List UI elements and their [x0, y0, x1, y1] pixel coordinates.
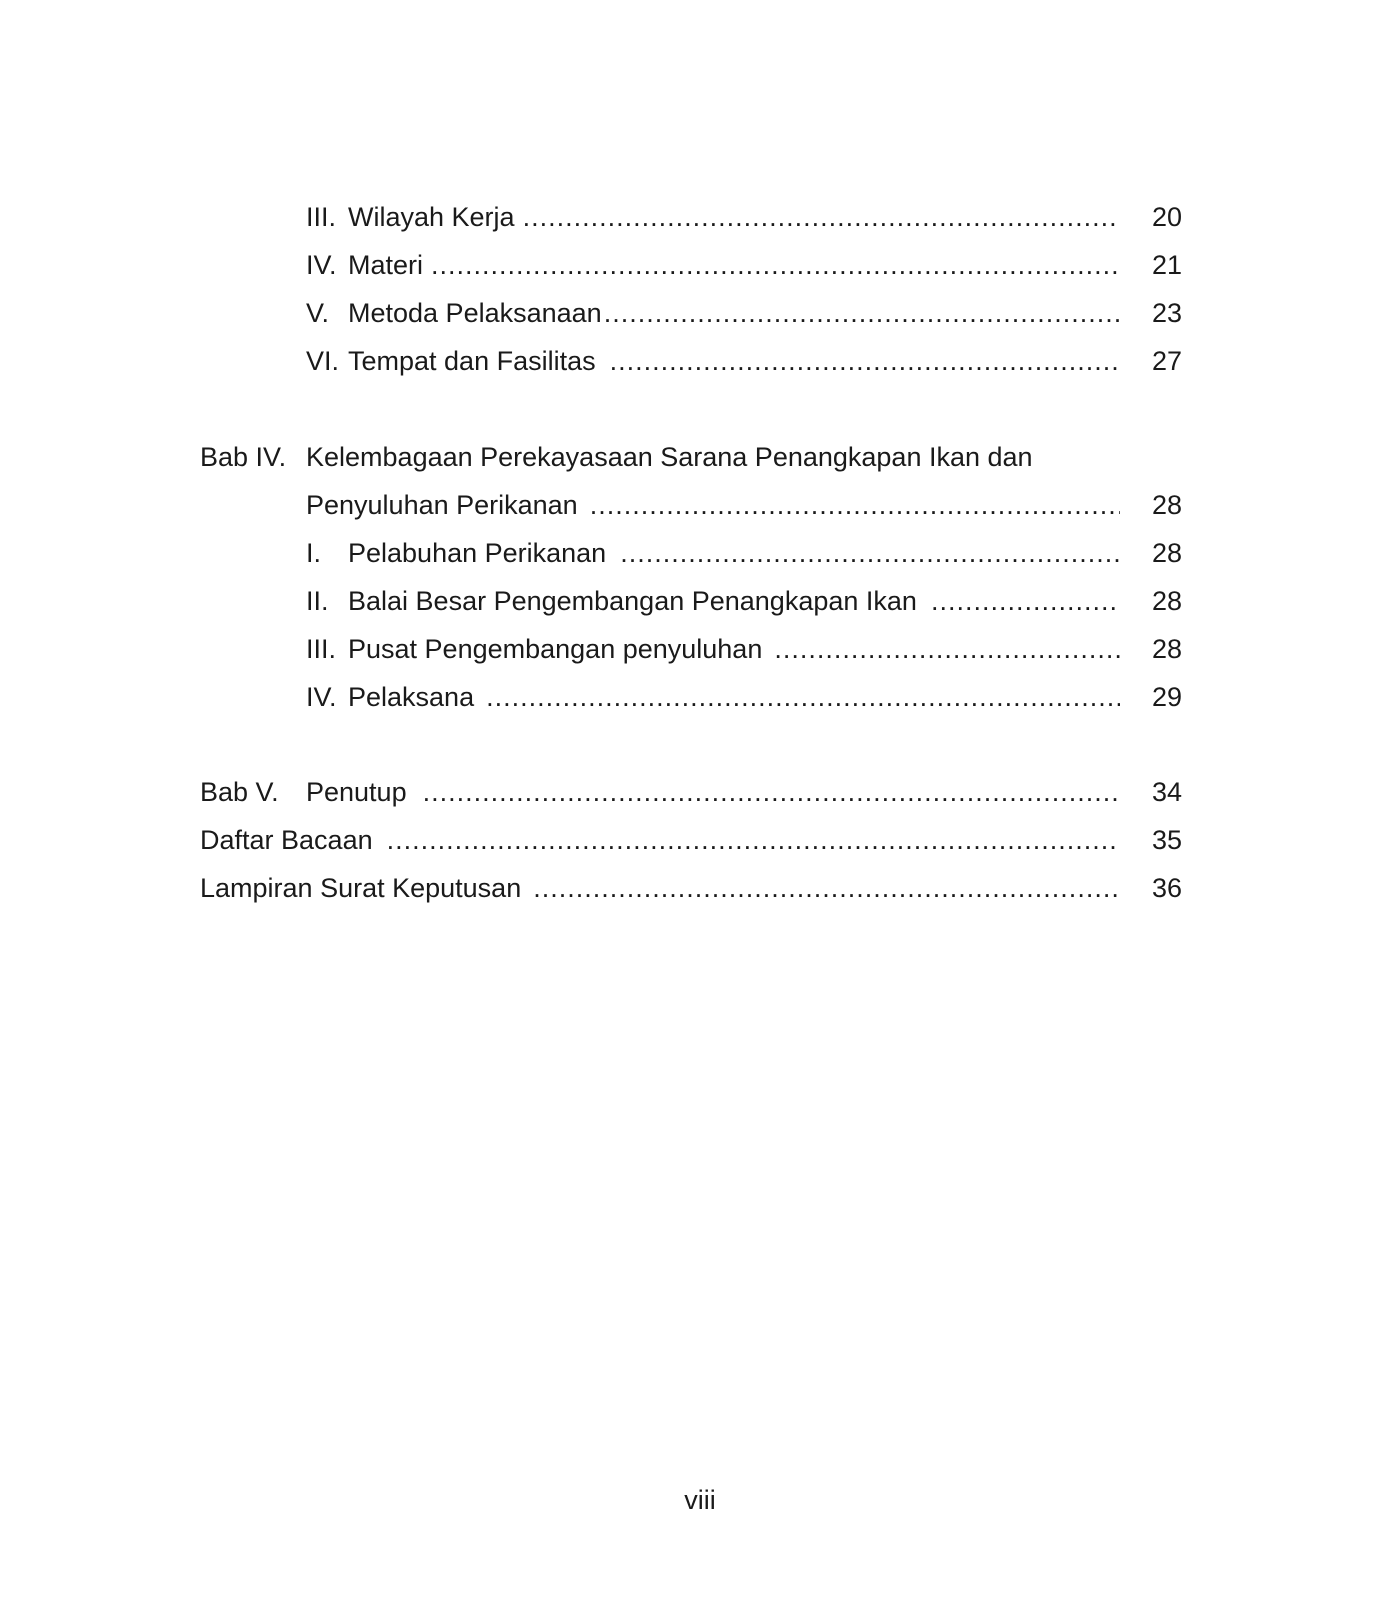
- toc-entry-title: Tempat dan Fasilitas: [348, 346, 596, 376]
- toc-entry-page: 28: [1151, 538, 1182, 568]
- dot-leader: [931, 581, 1120, 621]
- dot-leader: [533, 868, 1120, 908]
- toc-entry: [306, 677, 1182, 717]
- toc-entry-page: 28: [1151, 634, 1182, 664]
- toc-entry: [200, 868, 1182, 908]
- toc-entry: [200, 820, 1182, 860]
- toc-entry-title: Penyuluhan Perikanan: [306, 490, 578, 520]
- dot-leader: [774, 629, 1120, 669]
- toc-entry-number: III.: [306, 634, 337, 664]
- toc-entry: [306, 485, 1182, 525]
- toc-entry-page: 29: [1151, 682, 1182, 712]
- toc-entry-title: Metoda Pelaksanaan: [348, 298, 602, 328]
- toc-entry: [306, 581, 1182, 621]
- toc-entry-number: Bab IV.: [200, 442, 287, 472]
- dot-leader: [431, 245, 1120, 285]
- toc-entry-number: IV.: [306, 250, 337, 280]
- dot-leader: [620, 533, 1120, 573]
- dot-leader: [604, 293, 1120, 333]
- toc-entry-title: Daftar Bacaan: [200, 825, 373, 855]
- toc-entry-number: Bab V.: [200, 777, 279, 807]
- toc-entry-number: IV.: [306, 682, 337, 712]
- toc-entry-page: 35: [1151, 825, 1182, 855]
- toc-entry-title: Pelaksana: [348, 682, 475, 712]
- toc-entry-title: Lampiran Surat Keputusan: [200, 873, 522, 903]
- dot-leader: [486, 677, 1120, 717]
- toc-entry: [306, 197, 1182, 237]
- dot-leader: [423, 772, 1120, 812]
- toc-entry-page: 28: [1151, 490, 1182, 520]
- toc-entry-page: 27: [1151, 346, 1182, 376]
- toc-entry-page: 36: [1151, 873, 1182, 903]
- page-number-footer: viii: [684, 1485, 716, 1515]
- toc-entry: [306, 293, 1182, 333]
- toc-entry-number: I.: [306, 538, 322, 568]
- toc-entry-page: 20: [1151, 202, 1182, 232]
- toc-entry-page: 28: [1151, 586, 1182, 616]
- toc-chapter-heading: [200, 437, 1182, 477]
- toc-entry-page: 23: [1151, 298, 1182, 328]
- toc-entry-title: Pusat Pengembangan penyuluhan: [348, 634, 763, 664]
- toc-entry-number: II.: [306, 586, 329, 616]
- toc-entry-number: VI.: [306, 346, 340, 376]
- toc-entry-title: Pelabuhan Perikanan: [348, 538, 607, 568]
- toc-entry-title: Balai Besar Pengembangan Penangkapan Ikan: [348, 586, 917, 616]
- dot-leader: [610, 341, 1120, 381]
- dot-leader: [590, 485, 1120, 525]
- toc-entry-page: 34: [1151, 777, 1182, 807]
- toc-entry: [306, 245, 1182, 285]
- toc-entry-number: V.: [306, 298, 330, 328]
- toc-entry-page: 21: [1151, 250, 1182, 280]
- toc-entry: [306, 341, 1182, 381]
- toc-entry: [306, 629, 1182, 669]
- toc-entry: [306, 533, 1182, 573]
- toc-entry: [200, 772, 1182, 812]
- dot-leader: [523, 197, 1120, 237]
- dot-leader: [387, 820, 1120, 860]
- toc-entry-title: Materi: [348, 250, 424, 280]
- toc-entry-title: Wilayah Kerja: [348, 202, 515, 232]
- toc-entry-title: Kelembagaan Perekayasaan Sarana Penangkapan Ikan dan: [306, 442, 1033, 472]
- toc-entry-title: Penutup: [306, 777, 407, 807]
- toc-entry-number: III.: [306, 202, 337, 232]
